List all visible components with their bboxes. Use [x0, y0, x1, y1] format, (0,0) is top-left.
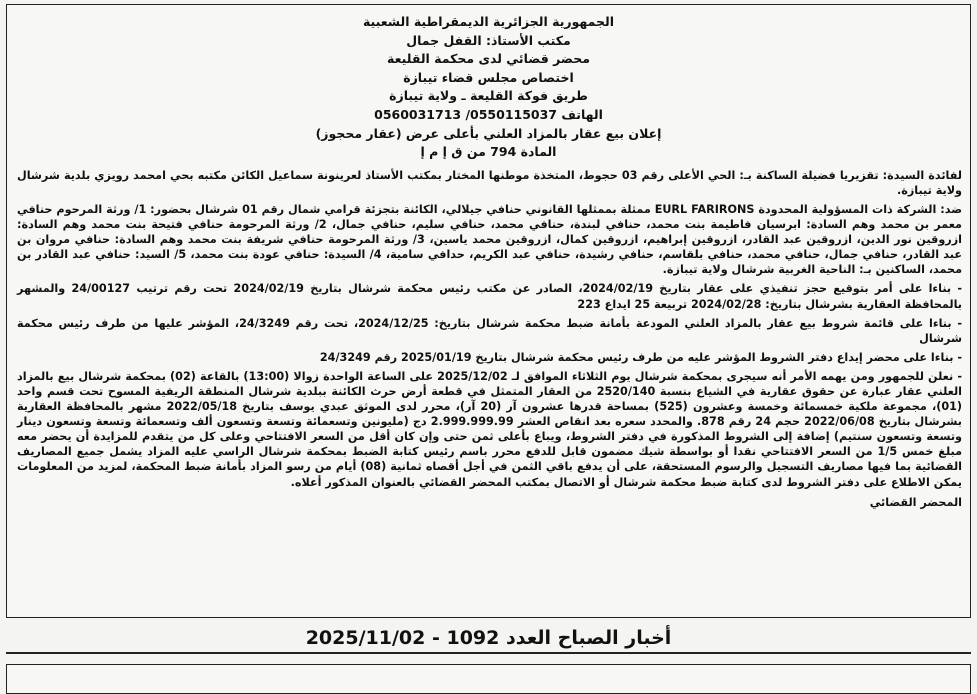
- office-name: مكتب الأستاذ: القفل جمال: [406, 32, 571, 48]
- bailiff-court: محضر قضائي لدى محكمة القليعة: [387, 51, 590, 67]
- notice-body: [7, 162, 970, 490]
- beneficiary-paragraph: لفائدة السيدة: تقزيريا فضيلة الساكنة بـ: الحي الأعلى رقم 03 حجوط، المتخذة موطنها المختار بمكتب الأستاذ لعرينونة سماعيل الكائن مكتبه بحي امحمد رويزي بلدية شرشال ولاية تيبازة.: [17, 168, 962, 197]
- auction-notice: [6, 4, 971, 618]
- next-notice-box: [6, 664, 971, 694]
- jurisdiction: اختصاص مجلس قضاء تيبازة: [403, 69, 574, 85]
- legal-article: المادة 794 من ق إ م إ: [420, 144, 557, 160]
- republic-title: الجمهورية الجزائرية الديمقراطية الشعبية: [362, 14, 615, 29]
- auction-announcement-paragraph: - نعلن للجمهور ومن يهمه الأمر أنه سيجرى بمحكمة شرشال يوم الثلاثاء الموافق لـ 2025/12/02 على الساعة الواحدة زوالا (13:00) بالقاعة (02) بمحكمة شرشال بيع بالمزاد العلني عقار عبارة عن حقوق عقارية في الشياع بنسبة 2520/140 من العقار المتمثل في قطعة أرض حرث الكائنة ببلدية شرشال المنطقة الريفية المسوح تحت قسم واحد (01)، مجموعة ملكية خمسمائة وخمسة وعشرون (525) بمساحة قدرها عشرون آر (20 آر)، محرر لدى الموثق عبدي يوسف بتاريخ 2022/05/18 مشهر بالمحافظة العقارية بشرشال بتاريخ 2022/06/08 حجم 24 رقم 878. والمحدد سعره بعد انقاص العشر 2.999.999.99 دج (مليونين وتسعمائة وتسعة وتسعون ألف وتسعمائة وتسعة وتسعون دينار وتسعة وتسعون سنتيم) إضافة إلى الشروط المذكورة في دفتر الشروط، ويباع بأعلى ثمن حتى وإن كان أقل من السعر الافتتاحي وعلى كل من يتقدم للمزايدة أن يحضر معه مبلغ خمس 1/5 من السعر الافتتاحي نقدا أو بواسطة شيك مضمون قابل للدفع محرر باسم رئيس كتابة الضبط بمحكمة شرشال الراسي عليه المزاد يشمل جميع المصاريف القضائية بما فيها مصاريف التسجيل والرسوم المستحقة، على أن يدفع باقي الثمن في أجل أقصاه ثمانية (08) أيام من رسو المزاد بأمانة ضبط المحكمة، لمزيد من المعلومات يمكن الاطلاع على دفتر الشروط لدى كتابة ضبط محكمة شرشال أو الاتصال بمكتب المحضر القضائي بالعنوان المذكور أعلاه.: [17, 369, 963, 489]
- defendants-paragraph: ضد: الشركة ذات المسؤولية المحدودة EURL FARIRONS ممثلة بممثلها القانوني حنافي جيلالي، الكائنة بتجزئة قرامي شمال رقم 01 شرشال بحضور: 1/ ورثة المرحوم حنافي معمر بن محمد وهم السادة: ابرسيان فاطيمة بنت محمد، حنافي لبندة، حنافي محمد، حنافي سليم، حنافي جمال، 2/ ورثة المرحومة حنافي فتيحة بنت محمد وهم السادة: ازروقين نور الدين، ازروقين عبد القادر، ازروقين إبراهيم، ازروقين كمال، ازروقين محمد ياسين، 3/ ورثة المرحومة حنافي شريفة بنت محمد وهم السادة: حنافي مروان بن عبد القادر، حنافي جمال، حنافي محمد، حنافي بلقاسم، حنافي رشيدة، حنافي عبد الكريم، حدافي سامية، 4/ السيدة: حنافي عودة بنت محمد، 5/ السيد: حنافي عبد القادر بن محمد، الساكنين بـ: الناحية الغربية شرشال ولاية تيبازة.: [17, 202, 963, 277]
- office-phone: الهاتف 0550115037/ 0560031713: [374, 106, 603, 122]
- newspaper-footer: أخبار الصباح العدد 1092 - 2025/11/02: [305, 627, 672, 649]
- office-address: طريق فوكة القليعة ـ ولاية تيبازة: [389, 88, 588, 104]
- footer-divider: [6, 652, 971, 654]
- notice-header: [7, 5, 970, 162]
- seizure-order-paragraph: - بناءا على أمر بتوقيع حجز تنفيذي على عقار بتاريخ 2024/02/19، الصادر عن مكتب رئيس محكمة شرشال بتاريخ 2024/02/19 تحت رقم ترتيب 24/00127 والمشهر بالمحافظة العقارية بشرشال بتاريخ: 2024/02/28 تربيعة 25 ايداع 223: [17, 282, 963, 311]
- conditions-list-paragraph: - بناءا على قائمة شروط بيع عقار بالمزاد العلني المودعة بأمانة ضبط محكمة شرشال بتاريخ: 2024/12/25، تحت رقم 24/3249، المؤشر عليها من طرف رئيس محكمة شرشال: [17, 316, 962, 345]
- notice-title: إعلان بيع عقار بالمزاد العلني بأعلى عرض (عقار محجوز): [315, 125, 662, 141]
- deposit-report-paragraph: - بناءا على محضر إيداع دفتر الشروط المؤشر عليه من طرف رئيس محكمة شرشال بتاريخ 2025/01/19 رقم 24/3249: [319, 350, 962, 364]
- signature: المحضر القضائي: [869, 495, 962, 509]
